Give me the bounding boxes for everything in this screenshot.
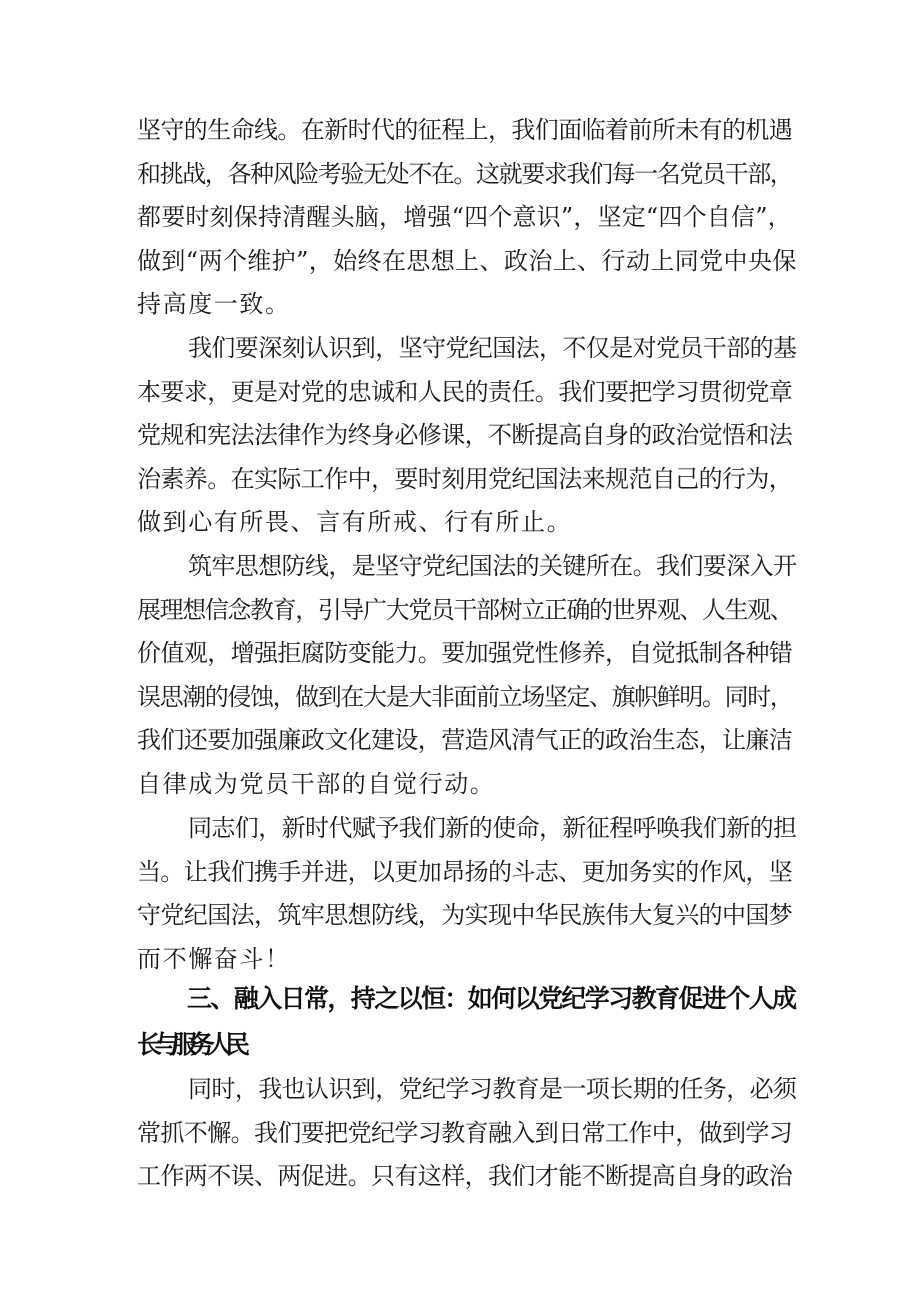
paragraph-2 [137,327,797,545]
heading-line: 三、融入日常，持之以恒：如何以党纪学习教育促进个人成 [187,984,796,1013]
text-line: 坚守的生命线。在新时代的征程上，我们面临着前所未有的机遇 [137,116,793,144]
text-line: 价值观，增强拒腐防变能力。要加强党性修养，自觉抵制各种错 [137,639,793,667]
paragraph-1 [137,109,797,327]
text-line: 我们还要加强廉政文化建设，营造风清气正的政治生态，让廉洁 [137,726,793,754]
text-line: 做到心有所畏、言有所戒、行有所止。 [137,508,573,536]
paragraph-5 [137,1068,797,1199]
paragraph-3 [137,545,797,806]
text-line: 而不懈奋斗！ [137,944,291,973]
text-line: 做到“两个维护”，始终在思想上、政治上、行动上同党中央保 [137,246,797,275]
text-line: 和挑战，各种风险考验无处不在。这就要求我们每一名党员干部， [137,159,793,188]
section-heading [137,976,797,1068]
text-line: 同志们，新时代赋予我们新的使命，新征程呼唤我们新的担 [188,814,797,842]
text-line: 我们要深刻认识到，坚守党纪国法，不仅是对党员干部的基 [188,334,797,362]
text-line: 当。让我们携手并进，以更加昂扬的斗志、更加务实的作风，坚 [137,857,793,886]
text-line: 同时，我也认识到，党纪学习教育是一项长期的任务，必须 [188,1075,797,1103]
text-line: 误思潮的侵蚀，做到在大是大非面前立场坚定、旗帜鲜明。同时， [137,682,793,711]
text-line: 工作两不误、两促进。只有这样，我们才能不断提高自身的政治 [137,1162,793,1190]
text-line: 筑牢思想防线，是坚守党纪国法的关键所在。我们要深入开 [188,552,797,580]
text-line: 展理想信念教育，引导广大党员干部树立正确的世界观、人生观、 [137,595,793,624]
paragraph-4 [137,807,797,981]
text-line: 党规和宪法法律作为终身必修课，不断提高自身的政治觉悟和法 [137,421,793,449]
heading-line: 长与服务人民 [137,1030,243,1059]
text-line: 本要求，更是对党的忠诚和人民的责任。我们要把学习贯彻党章 [137,377,793,406]
text-line: 自律成为党员干部的自觉行动。 [137,769,496,798]
text-line: 守党纪国法，筑牢思想防线，为实现中华民族伟大复兴的中国梦 [137,901,793,929]
text-line: 持高度一致。 [137,290,291,318]
text-line: 都要时刻保持清醒头脑，增强“四个意识”，坚定“四个自信”， [137,203,792,231]
text-line: 常抓不懈。我们要把党纪学习教育融入到日常工作中，做到学习 [137,1118,793,1147]
text-line: 治素养。在实际工作中，要时刻用党纪国法来规范自己的行为， [137,464,793,493]
